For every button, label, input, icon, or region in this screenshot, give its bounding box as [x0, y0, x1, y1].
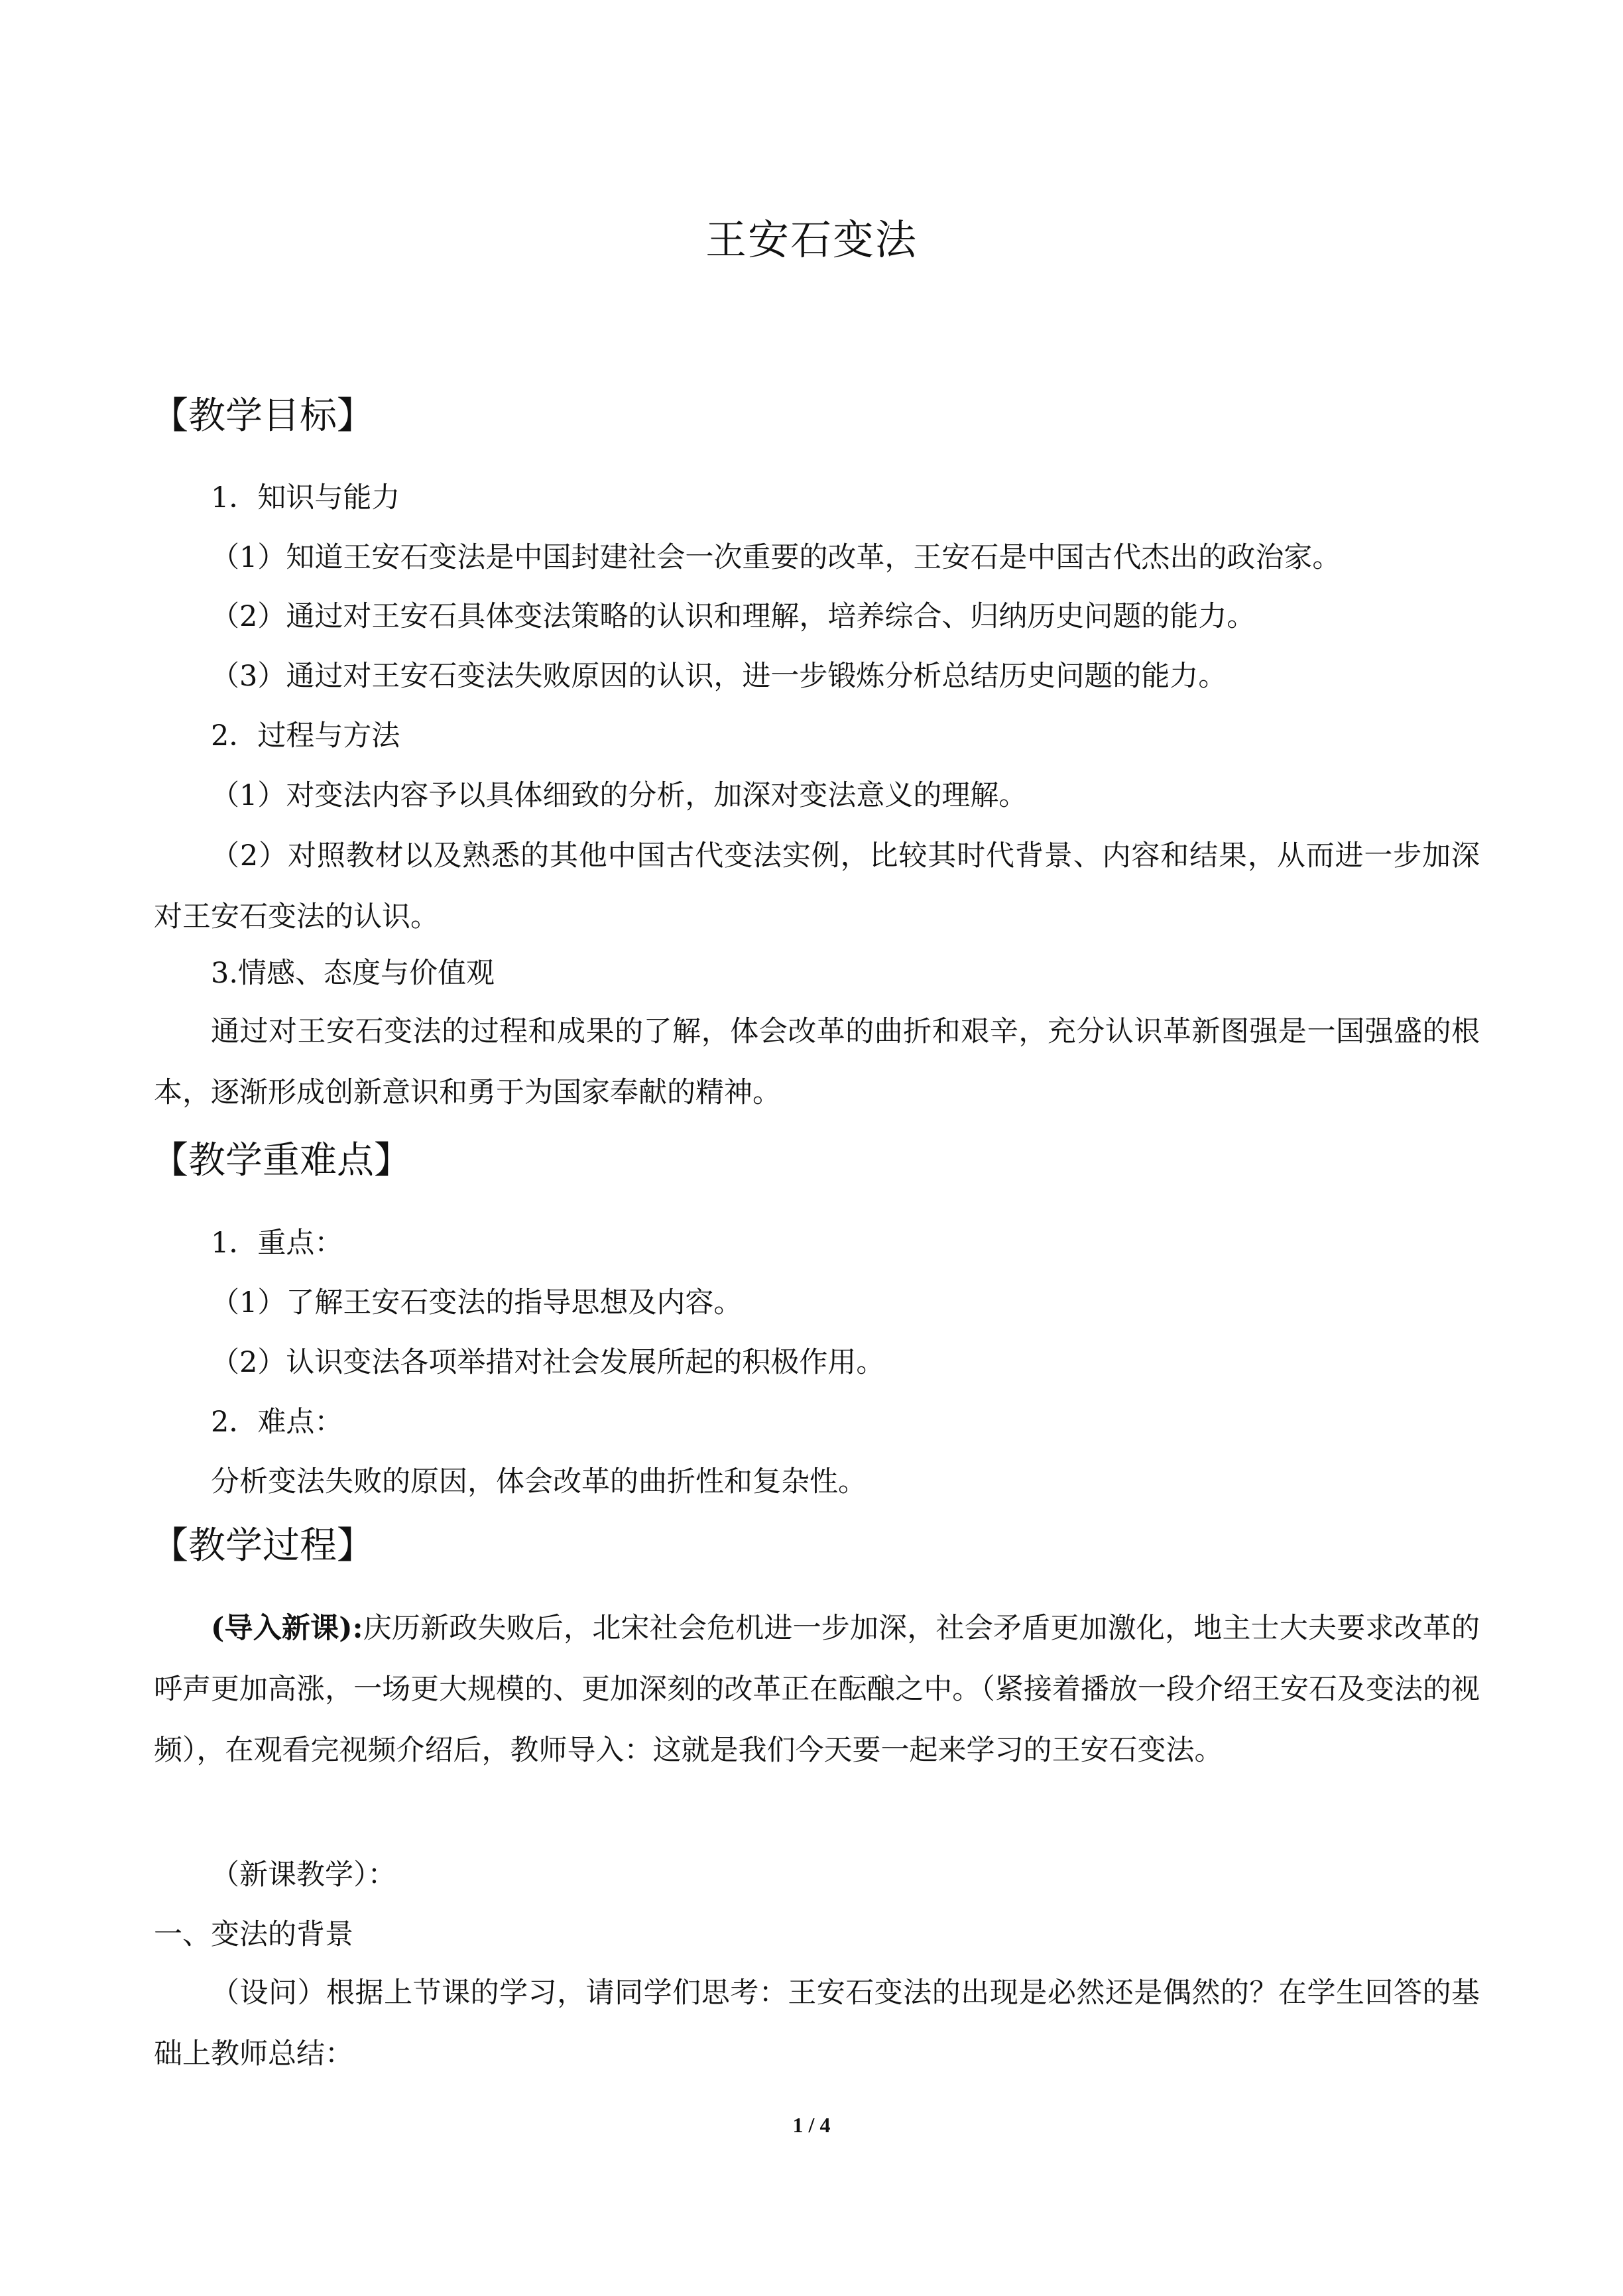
- key-points-difficulty-label: 2．难点：: [211, 1406, 343, 1439]
- objectives-sub2-item-2: [154, 825, 1480, 947]
- process-part1-paragraph: [154, 1963, 1480, 2085]
- section-heading-key-points: 【教学重难点】: [151, 1139, 411, 1182]
- objectives-sub3-text: 通过对王安石变法的过程和成果的了解，体会改革的曲折和艰辛，充分认识革新图强是一国强盛的根本，逐渐形成创新意识和勇于为国家奉献的精神。: [154, 1015, 1480, 1109]
- key-points-focus-item-2: （2）认识变法各项举措对社会发展所起的积极作用。: [211, 1346, 885, 1379]
- objectives-sub1-item-1: （1）知道王安石变法是中国封建社会一次重要的改革，王安石是中国古代杰出的政治家。: [211, 541, 1341, 574]
- objectives-sub1-item-3: （3）通过对王安石变法失败原因的认识，进一步锻炼分析总结历史问题的能力。: [211, 660, 1227, 693]
- objectives-sub3-paragraph: [154, 1001, 1480, 1123]
- process-part1-text: （设问）根据上节课的学习，请同学们思考：王安石变法的出现是必然还是偶然的？在学生回答的基础上教师总结：: [154, 1976, 1480, 2071]
- section-heading-objectives: 【教学目标】: [151, 394, 374, 438]
- objectives-sub1-item-2: （2）通过对王安石具体变法策略的认识和理解，培养综合、归纳历史问题的能力。: [211, 600, 1256, 633]
- document-title: 王安石变法: [705, 215, 918, 264]
- process-intro-paragraph: [154, 1598, 1480, 1781]
- key-points-focus-label: 1．重点：: [211, 1227, 343, 1260]
- process-part1-title: 一、变法的背景: [154, 1918, 353, 1951]
- objectives-sub3: 3.情感、态度与价值观: [211, 957, 495, 990]
- objectives-sub2-item-1: （1）对变法内容予以具体细致的分析，加深对变法意义的理解。: [211, 779, 1028, 812]
- page-number: 1 / 4: [792, 2113, 831, 2137]
- objectives-sub2-item-2-text: （2）对照教材以及熟悉的其他中国古代变法实例，比较其时代背景、内容和结果，从而进一步加深对王安石变法的认识。: [154, 839, 1480, 934]
- key-points-focus-item-1: （1）了解王安石变法的指导思想及内容。: [211, 1286, 743, 1319]
- process-intro-label: (导入新课):: [211, 1612, 363, 1645]
- key-points-difficulty-text: 分析变法失败的原因，体会改革的曲折性和复杂性。: [211, 1465, 867, 1498]
- objectives-sub2: 2．过程与方法: [211, 719, 400, 753]
- objectives-sub1: 1．知识与能力: [211, 481, 400, 514]
- process-intro: [154, 1598, 1480, 1781]
- process-intro-text: 庆历新政失败后，北宋社会危机进一步加深，社会矛盾更加激化，地主士大夫要求改革的呼声更加高涨，一场更大规模的、更加深刻的改革正在酝酿之中。（紧接着播放一段介绍王安石及变法的视频），在观看完视频介绍后，教师导入：这就是我们今天要一起来学习的王安石变法。: [154, 1612, 1480, 1767]
- process-new-lesson: （新课教学）：: [211, 1858, 396, 1892]
- section-heading-process: 【教学过程】: [151, 1524, 374, 1567]
